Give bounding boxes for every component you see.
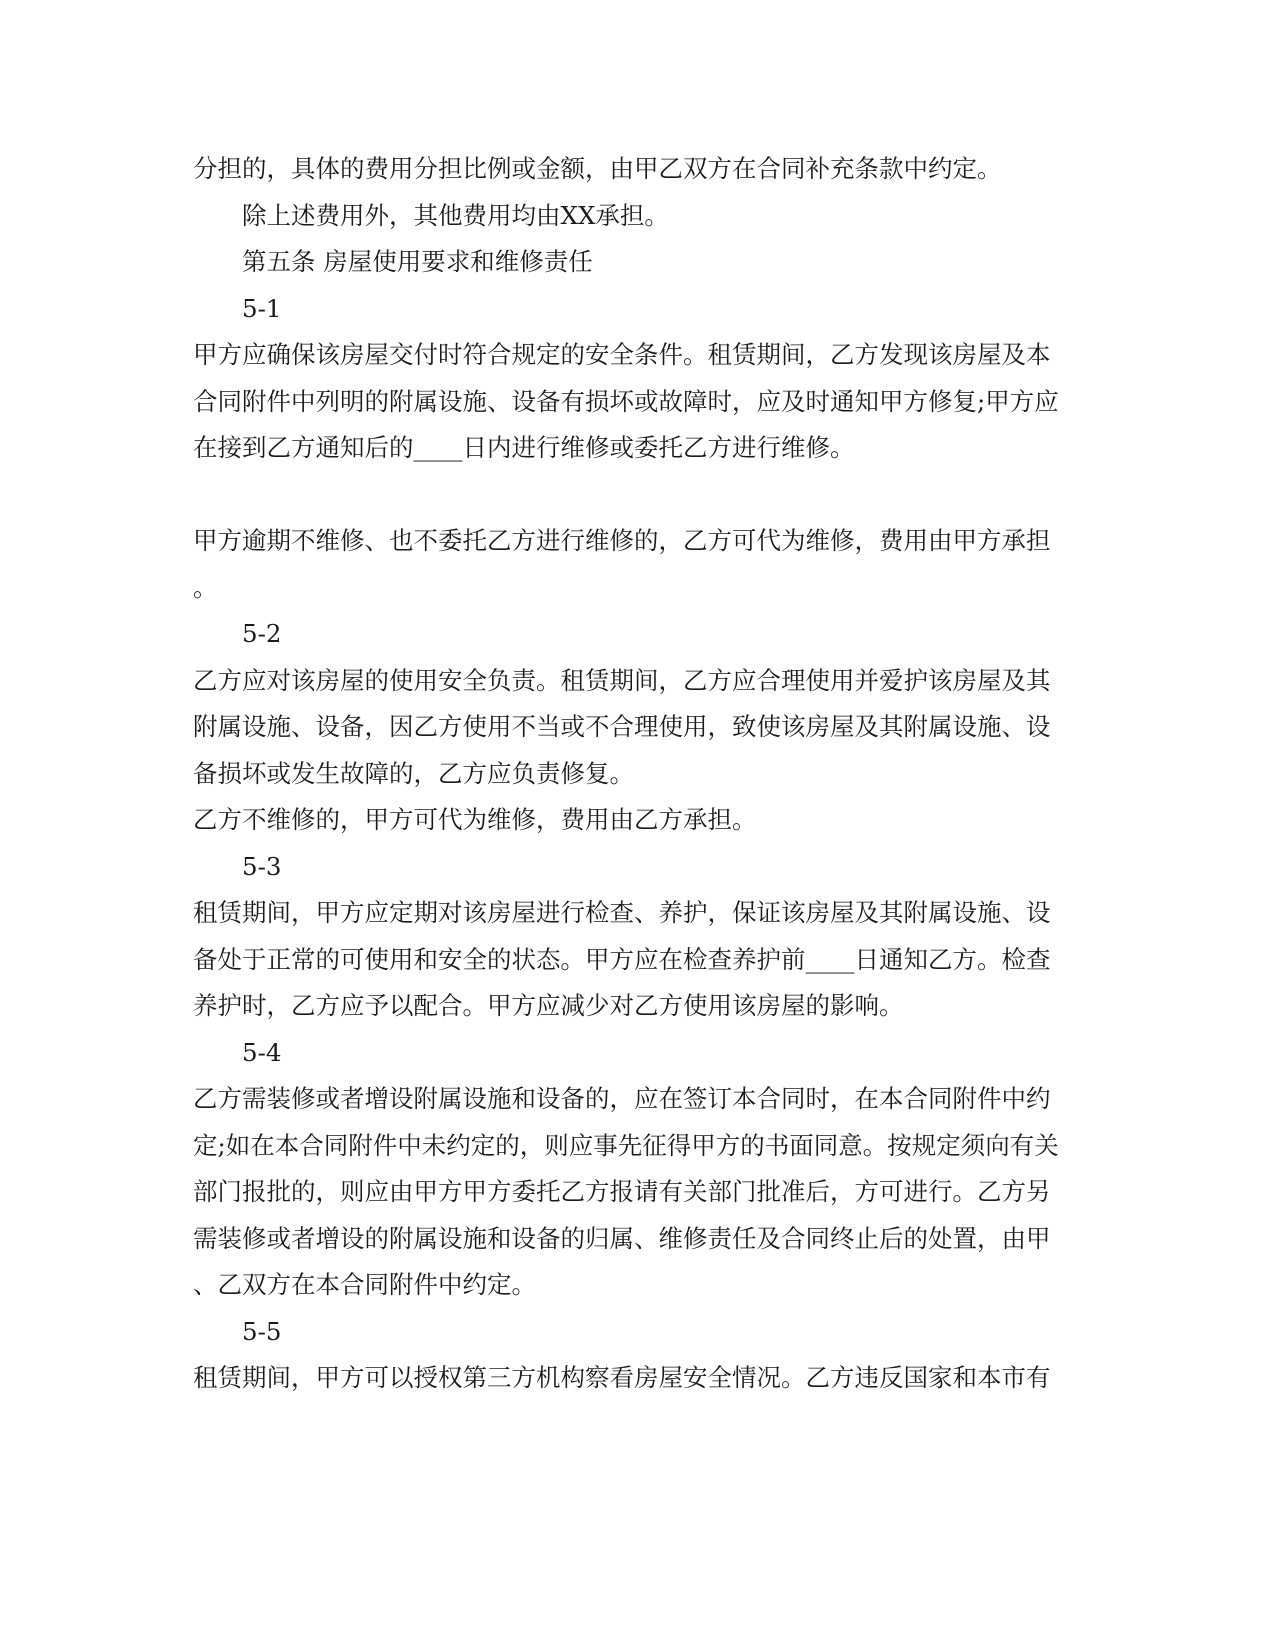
clause-number: 5-2 <box>242 619 282 648</box>
text-line: 合同附件中列明的附属设施、设备有损坏或故障时，应及时通知甲方修复;甲方应 <box>193 387 1059 416</box>
text-line: 养护时，乙方应予以配合。甲方应减少对乙方使用该房屋的影响。 <box>193 991 904 1020</box>
text-line: 附属设施、设备，因乙方使用不当或不合理使用，致使该房屋及其附属设施、设 <box>193 712 1051 741</box>
clause-number: 5-5 <box>242 1317 282 1346</box>
text-line: 备损坏或发生故障的，乙方应负责修复。 <box>193 759 634 788</box>
text-line: 租赁期间，甲方应定期对该房屋进行检查、养护，保证该房屋及其附属设施、设 <box>193 898 1051 927</box>
text-line: 除上述费用外，其他费用均由XX承担。 <box>242 201 669 230</box>
section-heading: 第五条 房屋使用要求和维修责任 <box>242 247 593 276</box>
text-line: 需装修或者增设的附属设施和设备的归属、维修责任及合同终止后的处置，由甲 <box>193 1224 1051 1253</box>
text-line: 甲方逾期不维修、也不委托乙方进行维修的，乙方可代为维修，费用由甲方承担 <box>193 526 1051 555</box>
text-line: 定;如在本合同附件中未约定的，则应事先征得甲方的书面同意。按规定须向有关 <box>193 1131 1059 1160</box>
text-line: 乙方应对该房屋的使用安全负责。租赁期间，乙方应合理使用并爱护该房屋及其 <box>193 666 1051 695</box>
text-line: 备处于正常的可使用和安全的状态。甲方应在检查养护前____日通知乙方。检查 <box>193 945 1051 974</box>
clause-number: 5-3 <box>242 852 282 881</box>
text-line: 、乙双方在本合同附件中约定。 <box>193 1270 536 1299</box>
text-line: 分担的，具体的费用分担比例或金额，由甲乙双方在合同补充条款中约定。 <box>193 154 1002 183</box>
text-line: 在接到乙方通知后的____日内进行维修或委托乙方进行维修。 <box>193 433 855 462</box>
clause-number: 5-1 <box>242 294 282 323</box>
text-line: 。 <box>193 573 218 602</box>
text-line: 乙方需装修或者增设附属设施和设备的，应在签订本合同时，在本合同附件中约 <box>193 1084 1051 1113</box>
text-line: 乙方不维修的，甲方可代为维修，费用由乙方承担。 <box>193 805 757 834</box>
clause-number: 5-4 <box>242 1038 282 1067</box>
text-line: 甲方应确保该房屋交付时符合规定的安全条件。租赁期间，乙方发现该房屋及本 <box>193 340 1051 369</box>
text-line: 部门报批的，则应由甲方甲方委托乙方报请有关部门批准后，方可进行。乙方另 <box>193 1177 1051 1206</box>
text-line: 租赁期间，甲方可以授权第三方机构察看房屋安全情况。乙方违反国家和本市有 <box>193 1363 1051 1392</box>
